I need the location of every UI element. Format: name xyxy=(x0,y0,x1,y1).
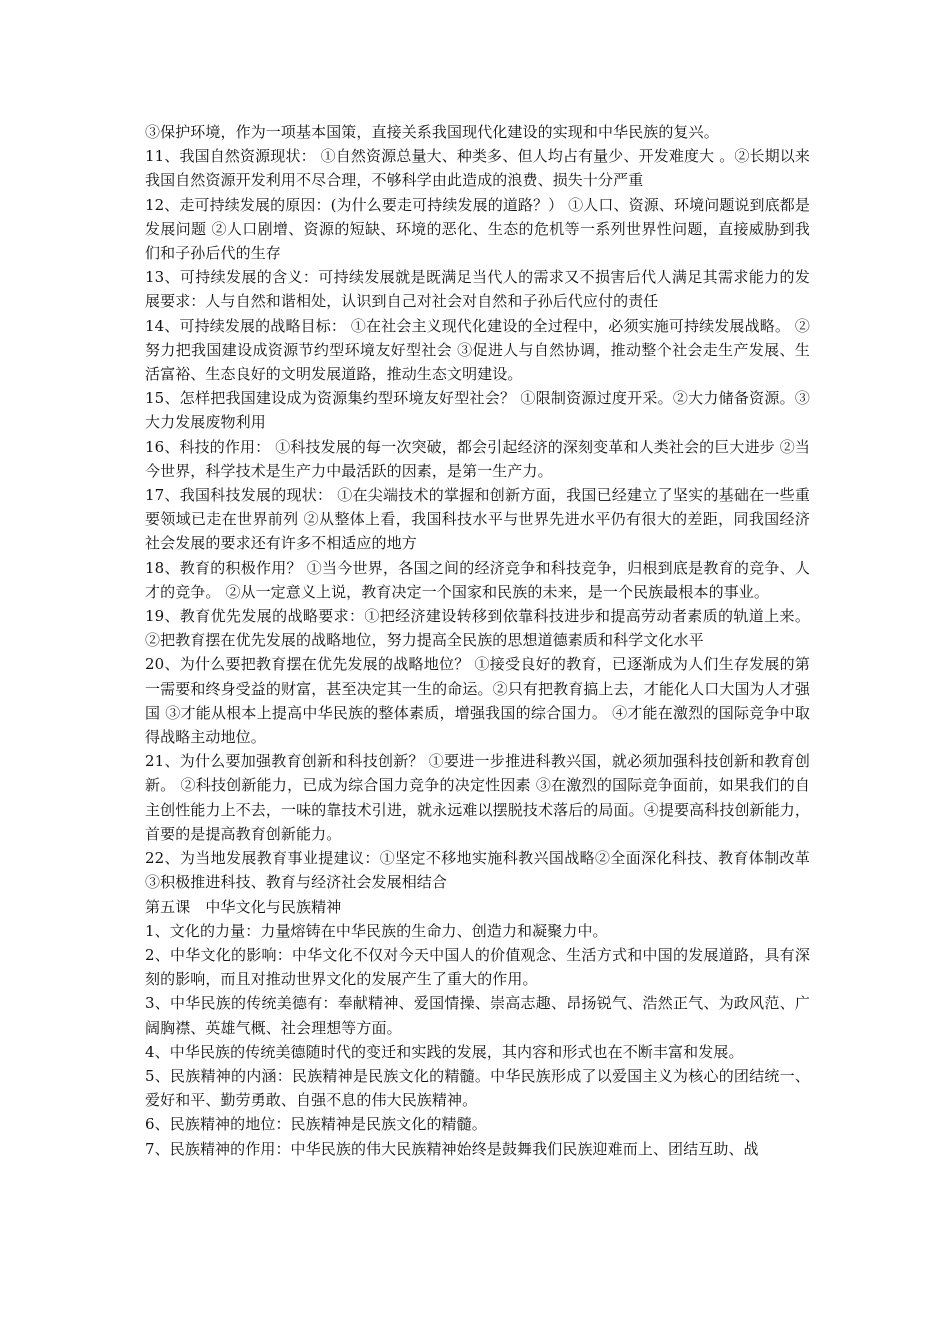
paragraph-item-14-strategic-goals: 14、可持续发展的战略目标： ①在社会主义现代化建设的全过程中，必须实施可持续发展战略。 ②努力把我国建设成资源节约型环境友好型社会 ③促进人与自然协调，推动整个社会走生产发展、生活富裕、生态良好的文明发展道路，推动生态文明建设。 xyxy=(145,316,810,384)
paragraph-item-1-culture-power: 1、文化的力量：力量熔铸在中华民族的生命力、创造力和凝聚力中。 xyxy=(145,921,608,940)
section-heading-lesson-5: 第五课 中华文化与民族精神 xyxy=(145,897,342,916)
paragraph-item-16-science-role: 16、科技的作用： ①科技发展的每一次突破，都会引起经济的深刻变革和人类社会的巨大进步 ②当今世界，科学技术是生产力中最活跃的因素，是第一生产力。 xyxy=(145,437,810,480)
paragraph-item-11-natural-resources: 11、我国自然资源现状： ①自然资源总量大、种类多、但人均占有量少、开发难度大 。②长期以来我国自然资源开发利用不尽合理，不够科学由此造成的浪费、损失十分严重 xyxy=(145,147,810,190)
paragraph-item-4-virtues-evolve: 4、中华民族的传统美德随时代的变迁和实践的发展，其内容和形式也在不断丰富和发展。 xyxy=(145,1042,744,1061)
paragraph-item-6-spirit-status: 6、民族精神的地位：民族精神是民族文化的精髓。 xyxy=(145,1115,487,1134)
paragraph-item-5-national-spirit: 5、民族精神的内涵：民族精神是民族文化的精髓。中华民族形成了以爱国主义为核心的团结统一、爱好和平、勤劳勇敢、自强不息的伟大民族精神。 xyxy=(145,1066,810,1110)
paragraph-item-18-education-role: 18、教育的积极作用？ ①当今世界，各国之间的经济竞争和科技竞争，归根到底是教育的竞争、人才的竞争。 ②从一定意义上说，教育决定一个国家和民族的未来，是一个民族最根本的事业。 xyxy=(145,558,810,601)
paragraph-item-13-sustainable-meaning: 13、可持续发展的含义：可持续发展就是既满足当代人的需求又不损害后代人满足其需求能力的发展要求：人与自然和谐相处，认识到自己对社会对自然和子孙后代应付的责任 xyxy=(145,268,810,311)
paragraph-item-12-sustainable-reasons: 12、走可持续发展的原因：(为什么要走可持续发展的道路？） ①人口、资源、环境问题说到底都是发展问题 ②人口剧增、资源的短缺、环境的恶化、生态的危机等一系列世界性问题，直接威胁到我们和子孙后代的生存 xyxy=(145,195,810,263)
paragraph-item-21-innovation: 21、为什么要加强教育创新和科技创新？ ①要进一步推进科教兴国，就必须加强科技创新和教育创新。 ②科技创新能力，已成为综合国力竞争的决定性因素 ③在激烈的国际竞争面前，如果我们的自主创性能力上不去，一味的靠技术引进，就永远难以摆脱技术落后的局面。④提要高科技创新能力，首要的是提高教育创新能力。 xyxy=(145,752,810,843)
paragraph-item-20-education-why: 20、为什么要把教育摆在优先发展的战略地位？ ①接受良好的教育，已逐渐成为人们生存发展的第一需要和终身受益的财富，甚至决定其一生的命运。②只有把教育搞上去，才能化人口大国为人才强国 ③才能从根本上提高中华民族的整体素质，增强我国的综合国力。 ④才能在激烈的国际竞争中取得战略主动地位。 xyxy=(145,655,810,747)
paragraph-item-15-resource-society: 15、怎样把我国建设成为资源集约型环境友好型社会？ ①限制资源过度开采。②大力储备资源。③大力发展废物利用 xyxy=(145,389,810,432)
document-page xyxy=(145,120,810,1161)
paragraph-item-3-traditional-virtues: 3、中华民族的传统美德有：奉献精神、爱国情操、崇高志趣、昂扬锐气、浩然正气、为政风范、广阔胸襟、英雄气概、社会理想等方面。 xyxy=(145,994,810,1037)
paragraph-item-7-spirit-role: 7、民族精神的作用：中华民族的伟大民族精神始终是鼓舞我们民族迎难而上、团结互助、战 xyxy=(145,1139,759,1158)
paragraph-item-17-science-status: 17、我国科技发展的现状： ①在尖端技术的掌握和创新方面，我国已经建立了坚实的基础在一些重要领域已走在世界前列 ②从整体上看，我国科技水平与世界先进水平仍有很大的差距，同我国经济社会发展的要求还有许多不相适应的地方 xyxy=(145,486,810,553)
paragraph-item-19-education-priority: 19、教育优先发展的战略要求：①把经济建设转移到依靠科技进步和提高劳动者素质的轨道上来。②把教育摆在优先发展的战略地位，努力提高全民族的思想道德素质和科学文化水平 xyxy=(145,607,810,650)
paragraph-item-22-suggestions: 22、为当地发展教育事业提建议：①坚定不移地实施科教兴国战略②全面深化科技、教育体制改革③积极推进科技、教育与经济社会发展相结合 xyxy=(145,849,810,892)
paragraph-item-2-culture-influence: 2、中华文化的影响：中华文化不仅对今天中国人的价值观念、生活方式和中国的发展道路，具有深刻的影响，而且对推动世界文化的发展产生了重大的作用。 xyxy=(145,945,810,989)
paragraph-item-3-protect-environment: ③保护环境，作为一项基本国策，直接关系我国现代化建设的实现和中华民族的复兴。 xyxy=(145,123,719,141)
